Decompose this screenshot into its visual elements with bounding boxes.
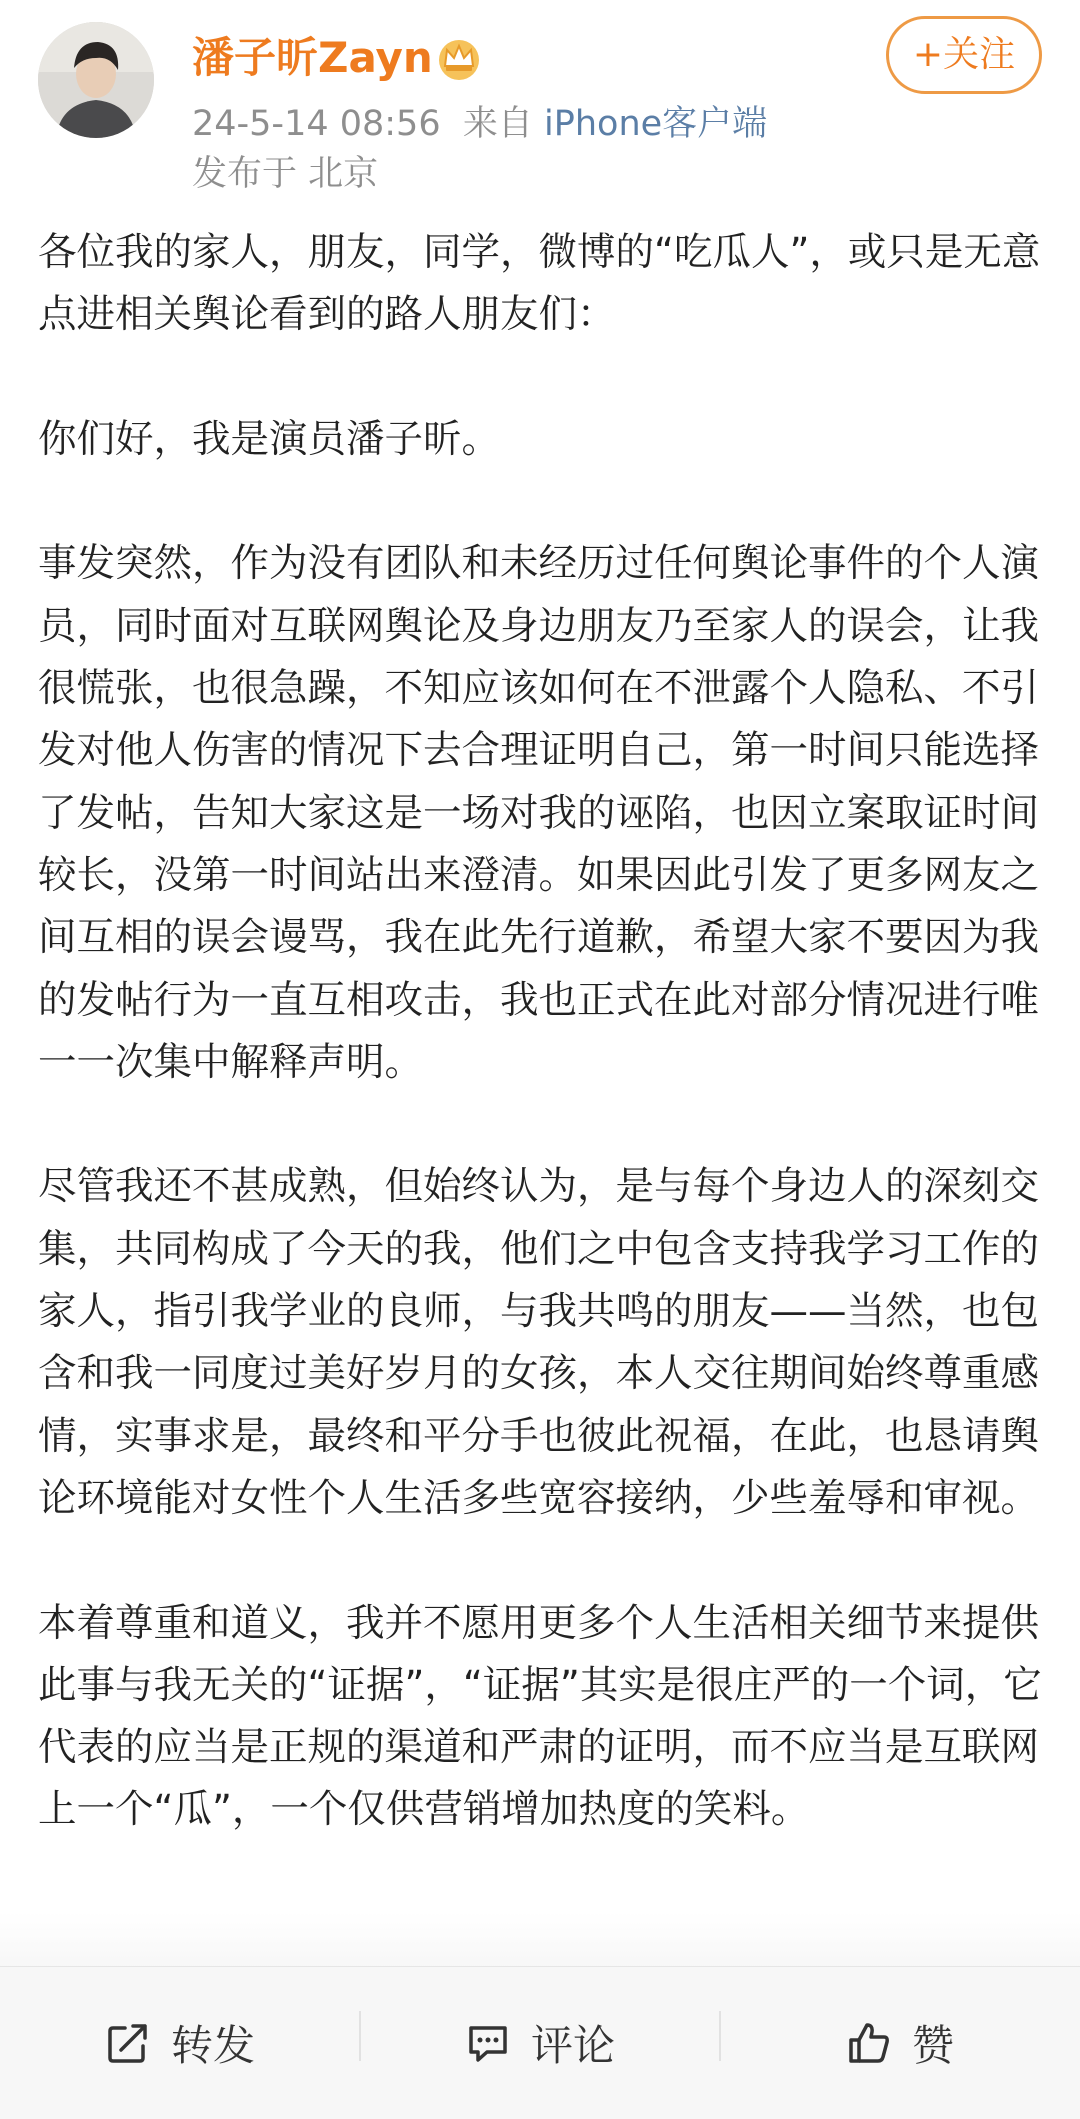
post-source[interactable]: iPhone客户端 (544, 104, 768, 144)
post-header (0, 0, 1080, 210)
repost-button[interactable] (0, 1967, 360, 2119)
avatar[interactable] (38, 22, 154, 138)
post-location: 发布于 北京 (192, 154, 379, 194)
post-time: 24-5-14 08:56 (192, 104, 441, 144)
post-paragraph: 各位我的家人，朋友，同学，微博的“吃瓜人”，或只是无意点进相关舆论看到的路人朋友们： (38, 230, 1041, 338)
post-paragraph: 尽管我还不甚成熟，但始终认为，是与每个身边人的深刻交集，共同构成了今天的我，他们之中包含支持我学习工作的家人，指引我学业的良师，与我共鸣的朋友——当然，也包含和我一同度过美好岁月的女孩，本人交往期间始终尊重感情，实事求是，最终和平分手也彼此祝福，在此，也恳请舆论环境能对女性个人生活多些宽容接纳，少些羞辱和审视。 (38, 1164, 1040, 1521)
post-paragraph: 事发突然，作为没有团队和未经历过任何舆论事件的个人演员，同时面对互联网舆论及身边朋友乃至家人的误会，让我很慌张，也很急躁，不知应该如何在不泄露个人隐私、不引发对他人伤害的情况下去合理证明自己，第一时间只能选择了发帖，告知大家这是一场对我的诬陷，也因立案取证时间较长，没第一时间站出来澄清。如果因此引发了更多网友之间互相的误会谩骂，我在此先行道歉，希望大家不要因为我的发帖行为一直互相攻击，我也正式在此对部分情况进行唯一一次集中解释声明。 (38, 541, 1040, 1085)
follow-button[interactable]: +关注 (886, 16, 1042, 94)
author-name[interactable]: 潘子昕Zayn (192, 33, 433, 82)
post-content (38, 222, 1042, 1904)
action-bar (0, 1966, 1080, 2119)
source-prefix: 来自 (462, 104, 533, 144)
post-paragraph: 你们好，我是演员潘子昕。 (38, 416, 501, 462)
post-paragraph: 本着尊重和道义，我并不愿用更多个人生活相关细节来提供此事与我无关的“证据”，“证据”其实是很庄严的一个词，它代表的应当是正规的渠道和严肃的证明，而不应当是互联网上一个“瓜”，一个仅供营销增加热度的笑料。 (38, 1600, 1042, 1833)
like-icon (846, 2020, 892, 2066)
avatar-photo (38, 22, 154, 138)
content-fade (0, 1912, 1080, 1968)
like-label: 赞 (911, 2021, 954, 2070)
comment-icon (465, 2020, 511, 2066)
crown-icon (435, 36, 483, 80)
repost-label: 转发 (170, 2021, 255, 2070)
like-button[interactable] (720, 1967, 1080, 2119)
repost-icon (105, 2020, 151, 2066)
post-meta (192, 100, 767, 148)
comment-label: 评论 (530, 2021, 615, 2070)
comment-button[interactable] (360, 1967, 720, 2119)
